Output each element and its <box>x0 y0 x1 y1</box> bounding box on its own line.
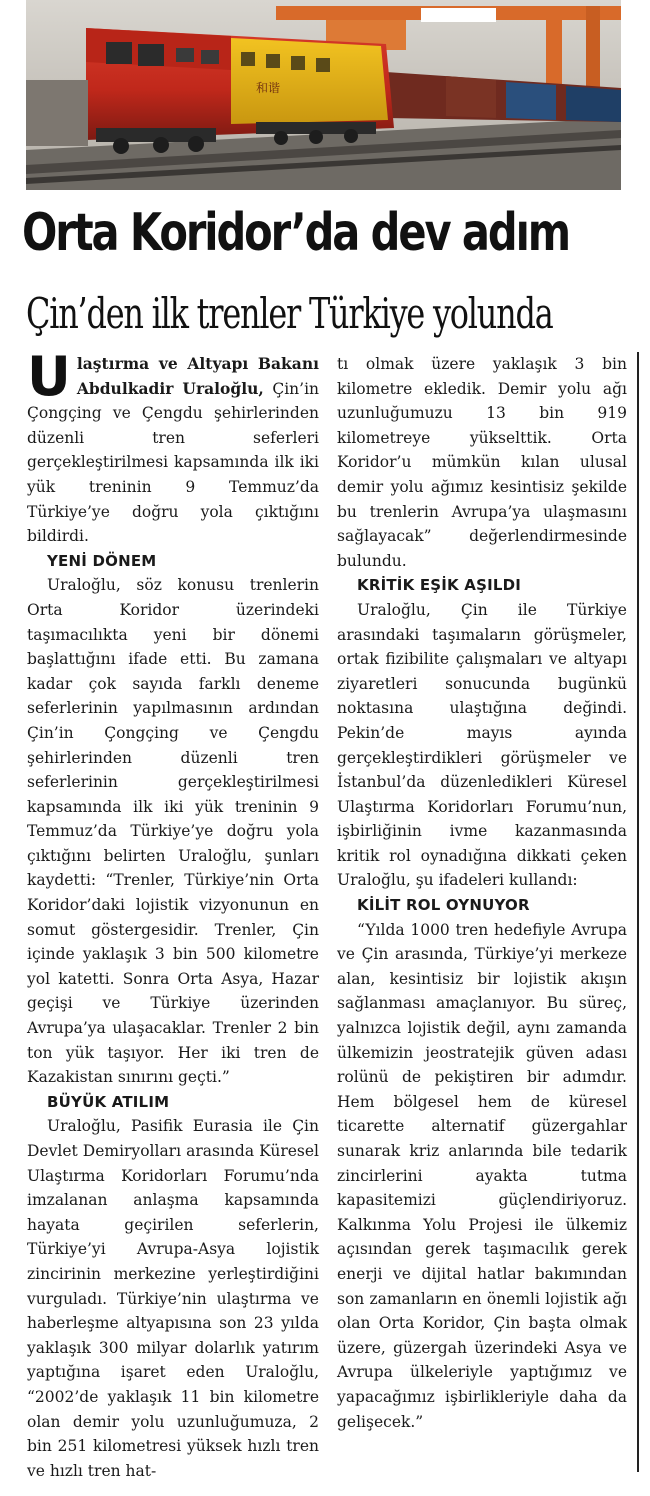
section-heading-buyuk-atilim: BÜYÜK ATILIM <box>47 1092 170 1111</box>
section-paragraph-yeni-donem: Uraloğlu, söz konusu trenlerin Orta Koridor üzerindeki taşımacılıkta yeni bir dönemi başlattığını ifade etti. Bu zamana kadar çok sayıda farklı deneme seferlerinin yapılmasının ardından Çin’in Çongçing ve Çengdu şehirlerinden düzenli tren seferlerinin gerçekleştirilmesi kapsamında ilk iki yük treninin 9 Temmuz’da Türkiye’ye doğru yola çıktığını belirten Uraloğlu, şunları kaydetti: “Trenler, Türkiye’nin Orta Koridor’daki lojistik vizyonunun en somut göstergesidir. Trenler, Çin içinde yaklaşık 3 bin 500 kilometre yol katetti. Sonra Orta Asya, Hazar geçişi ve Türkiye üzerinden Avrupa’ya ulaşacaklar. Trenler 2 bin ton yük taşıyor. Her iki tren de Kazakistan sınırını geçti.” <box>27 576 319 1087</box>
column-left <box>27 345 320 1483</box>
section-paragraph-buyuk-atilim-part2: tı olmak üzere yaklaşık 3 bin kilometre ekledik. Demir yolu ağı uzunluğumuzu 13 bin 919 kilometreye yükselttik. Orta Koridor’u mümkün kılan ulusal demir yolu ağımız kesintisiz şekilde bu trenlerin Avrupa’ya ulaşmasını sağlayacak” değerlendirmesinde bulundu. <box>337 355 627 570</box>
section-heading-kritik-esik: KRİTİK EŞİK AŞILDI <box>357 576 522 595</box>
section-paragraph-kilit-rol: “Yılda 1000 tren hedefiyle Avrupa ve Çin arasında, Türkiye’yi merkeze alan, kesintisiz bir lojistik akışın sağlanması amaçlanıyor. Bu süreç, yalnızca lojistik değil, aynı zamanda ülkemizin jeostratejik güven adası rolünü de pekiştiren bir adımdır. Hem bölgesel hem de küresel ticarette alternatif güzergahlar sunarak kriz anlarında bile tedarik zincirlerini ayakta tutma kapasitemizi güçlendiriyoruz. Kalkınma Yolu Projesi ile ülkemiz açısından gerek taşımacılık gerek enerji ve dijital hatlar bakımından son zamanların en önemli lojistik ağı olan Orta Koridor, Çin başta olmak üzere, güzergah üzerindeki Asya ve Avrupa ülkeleriyle yaptığımız ve yapacağımız işbirlikleriyle daha da gelişecek.” <box>337 920 627 1431</box>
section-heading-kilit-rol: KİLİT ROL OYNUYOR <box>357 896 530 915</box>
column-right <box>337 352 627 1434</box>
subheadline: Çin’den ilk trenler Türkiye yolunda <box>26 289 553 338</box>
lead-text: Çin’in Çongçing ve Çengdu şehirlerinden düzenli tren seferleri gerçekleştirilmesi kapsamında ilk iki yük treninin 9 Temmuz’da Türkiye’ye doğru yola çıktığını bildirdi. <box>27 379 320 546</box>
headline: Orta Koridor’da dev adım <box>22 203 570 263</box>
section-paragraph-buyuk-atilim-part1: Uraloğlu, Pasifik Eurasia ile Çin Devlet Demiryolları arasında Küresel Ulaştırma Koridorları Forumu’nda imzalanan anlaşma kapsamında hayata geçirilen seferlerin, Türkiye’yi Avrupa-Asya lojistik zincirinin merkezine yerleştirdiğini vurguladı. Türkiye’nin ulaştırma ve haberleşme altyapısına son 23 yılda yaklaşık 300 milyar dolarlık yatırım yaptığına işaret eden Uraloğlu, “2002’de yaklaşık 11 bin kilometre olan demir yolu uzunluğumuza, 2 bin 251 kilometresi yüksek hızlı tren ve hızlı tren hat- <box>27 1117 319 1480</box>
section-paragraph-kritik-esik: Uraloğlu, Çin ile Türkiye arasındaki taşımaların görüşmeler, ortak fizibilite çalışmaları ve altyapı ziyaretleri sonucunda bugünkü noktasına ulaştığına değindi. Pekin’de mayıs ayında gerçekleştirdikleri görüşmeler ve İstanbul’da düzenledikleri Küresel Ulaştırma Koridorları Forumu’nun, işbirliğinin ivme kazanmasında kritik rol oynadığına dikkati çeken Uraloğlu, şu ifadeleri kullandı: <box>337 600 627 890</box>
dropcap: U <box>27 345 71 408</box>
section-heading-yeni-donem: YENİ DÖNEM <box>47 551 157 570</box>
column-rule <box>637 352 639 1472</box>
svg-text:和谐: 和谐 <box>256 81 281 95</box>
train-photo <box>26 0 621 190</box>
lead-bold-text: laştırma ve Altyapı Bakanı Abdulkadir Uraloğlu, <box>76 354 319 398</box>
lead-paragraph <box>27 345 320 549</box>
freight-train-illustration <box>26 0 621 190</box>
